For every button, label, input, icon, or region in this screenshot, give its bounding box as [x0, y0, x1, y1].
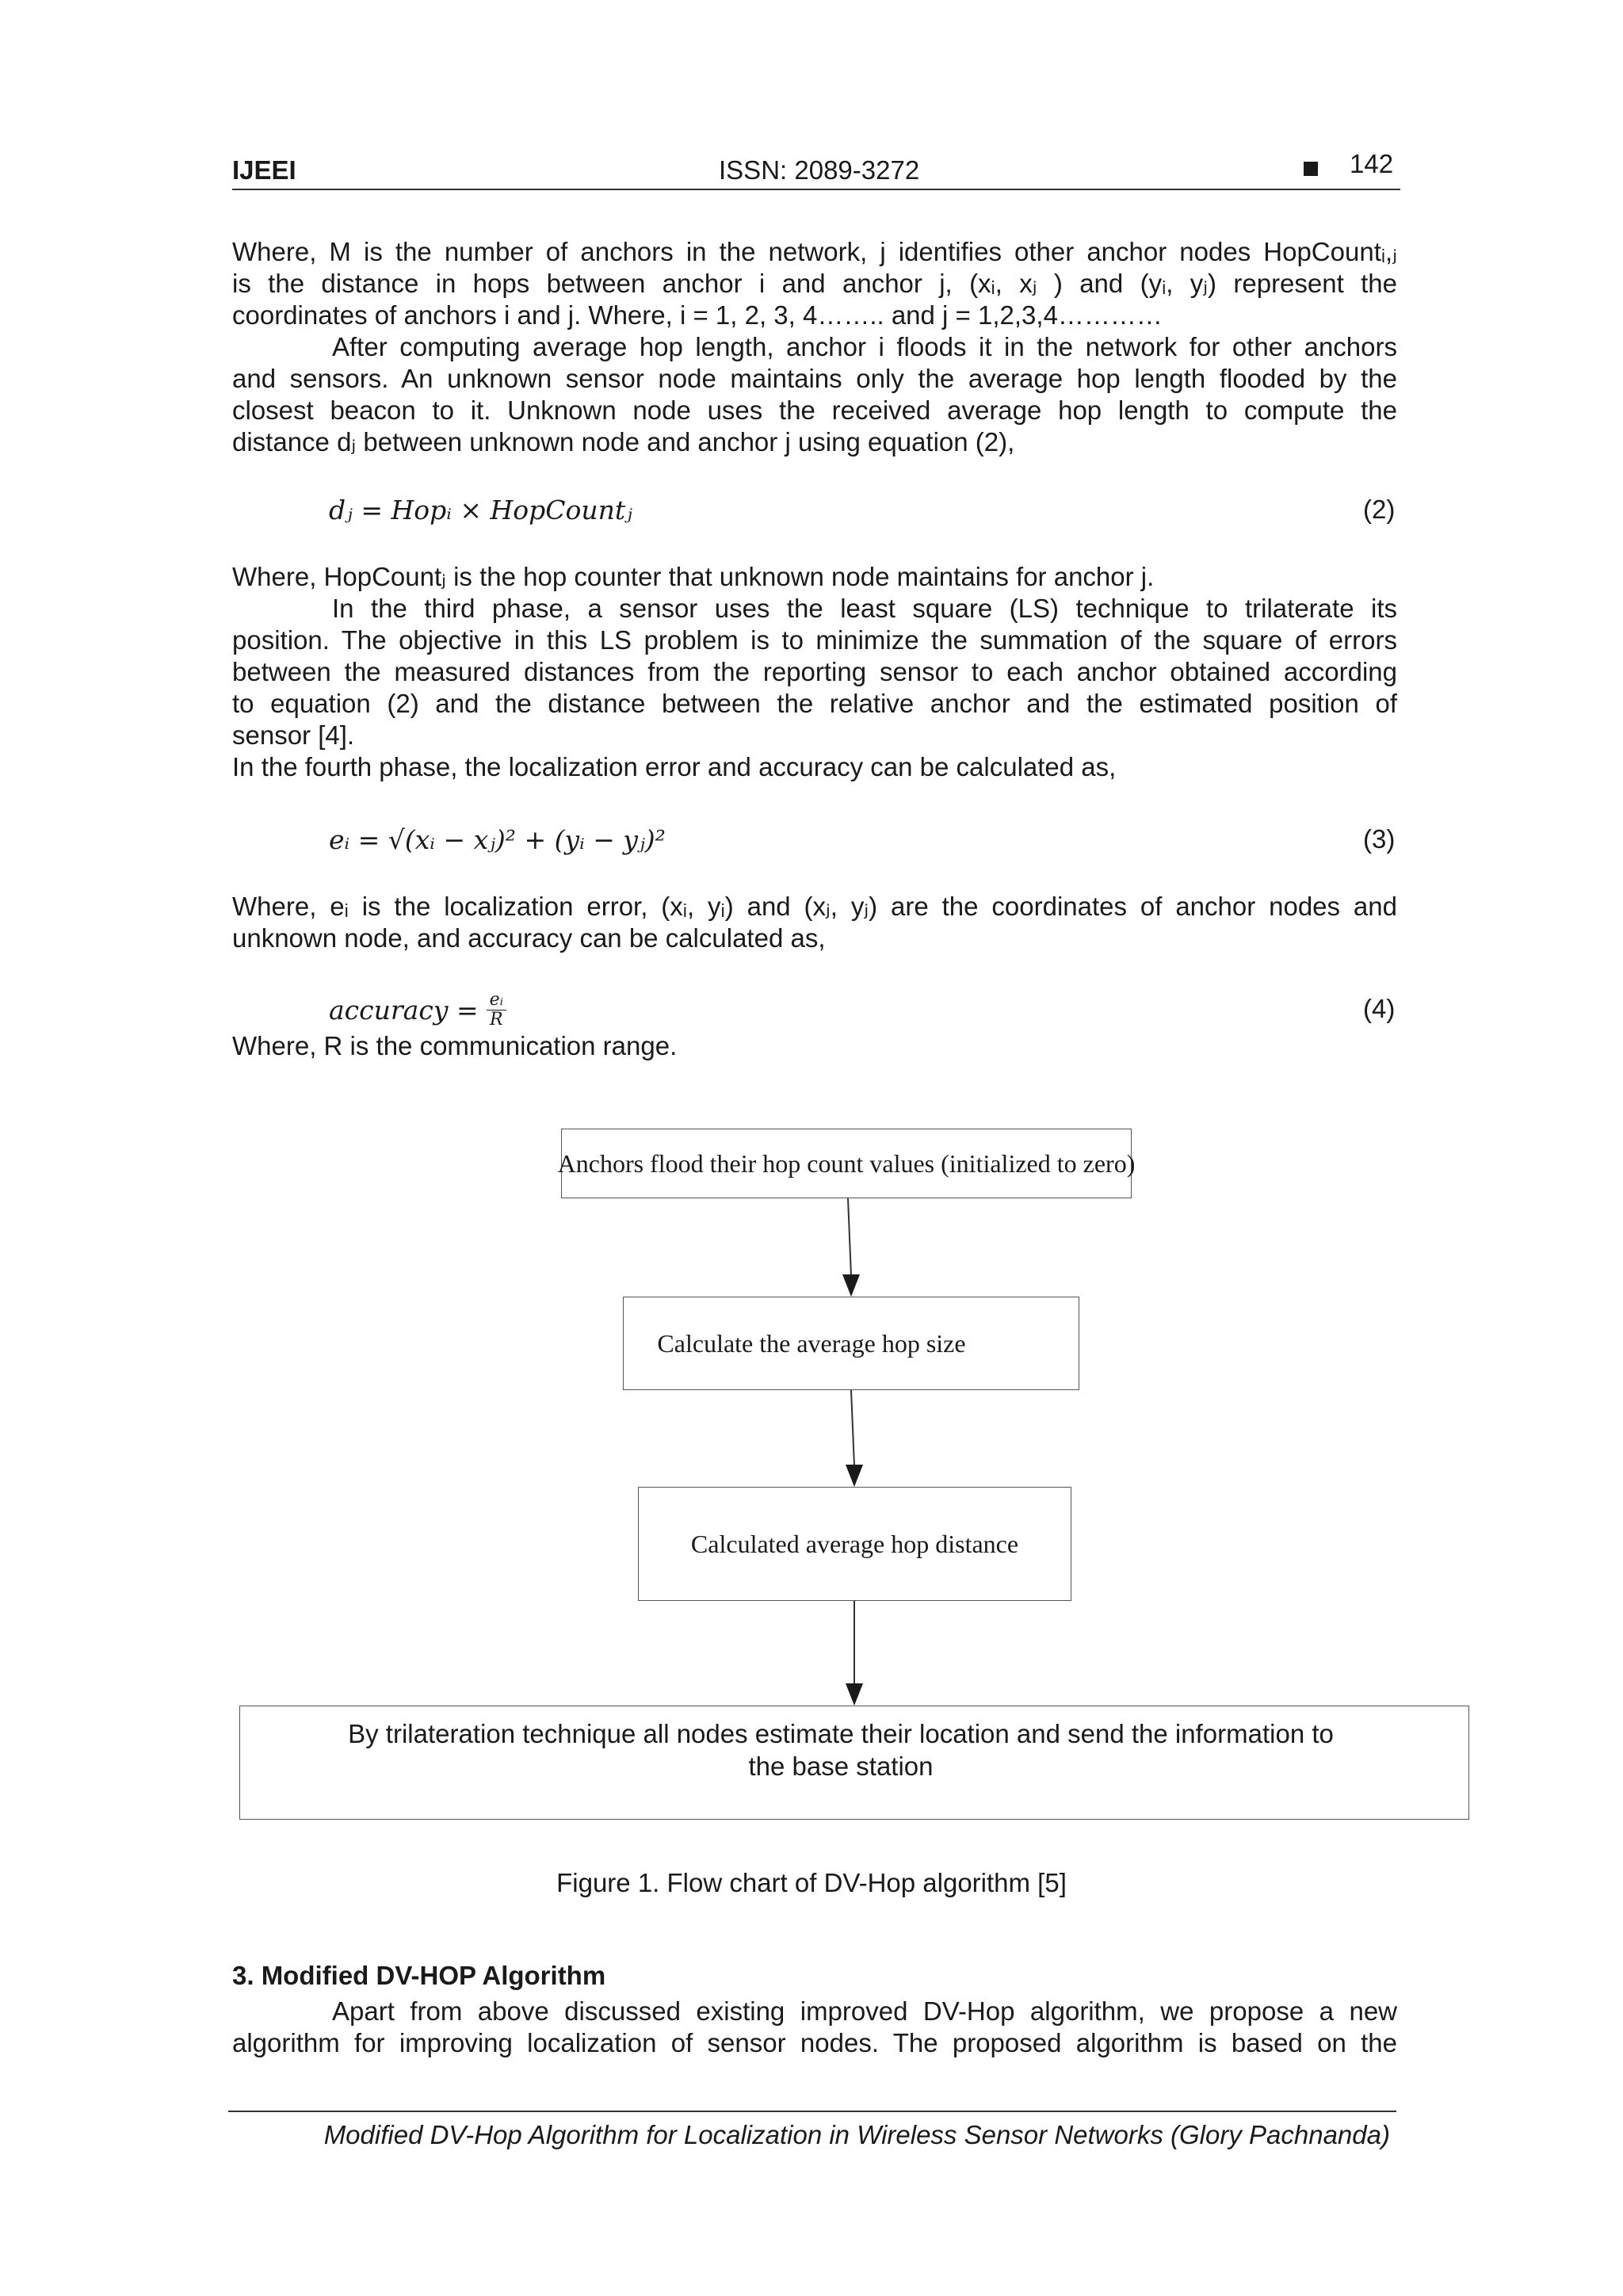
issn: ISSN: 2089-3272 [719, 155, 920, 185]
flowchart-step-3 [638, 1487, 1071, 1601]
flowchart-step-2 [623, 1297, 1079, 1390]
flowchart-step-4 [239, 1706, 1469, 1820]
flowchart-step-1-label: Anchors flood their hop count values (initialized to zero) [557, 1148, 1136, 1178]
equation-3: eᵢ = √(xᵢ − xⱼ)² + (yᵢ − yⱼ)² [329, 824, 666, 855]
arrow-3 [846, 1601, 863, 1706]
text-line: In the third phase, a sensor uses the least square (LS) technique to trilaterate its [332, 594, 1397, 623]
equation-3-number: (3) [1363, 824, 1396, 854]
text-line: closest beacon to it. Unknown node uses the received average hop length to compute the [232, 395, 1397, 425]
text-line: After computing average hop length, anchor i floods it in the network for other anchors [332, 332, 1397, 361]
text-line: Apart from above discussed existing improved DV-Hop algorithm, we propose a new [332, 1996, 1397, 2026]
equation-4-lhs: accuracy = [329, 995, 479, 1026]
equation-2: dⱼ = Hopᵢ × HopCountⱼ [329, 495, 632, 525]
section-heading: 3. Modified DV-HOP Algorithm [232, 1961, 606, 1990]
page-number: 142 [1350, 149, 1394, 178]
page-footer [228, 2111, 1396, 2149]
text-line: distance dⱼ between unknown node and anchor j using equation (2), [232, 427, 1015, 457]
text-line: Where, M is the number of anchors in the network, j identifies other anchor nodes HopCountᵢ,ⱼ [232, 237, 1397, 266]
equation-2-number: (2) [1363, 495, 1396, 524]
text-line: sensor [4]. [232, 720, 355, 750]
arrow-1 [842, 1198, 860, 1297]
text-line: Where, eᵢ is the localization error, (xᵢ, yᵢ) and (xⱼ, yⱼ) are the coordinates of anchor nodes and [232, 892, 1397, 921]
running-title: Modified DV-Hop Algorithm for Localization in Wireless Sensor Networks (Glory Pachnanda) [323, 2120, 1390, 2149]
arrow-2 [846, 1390, 863, 1487]
fraction-numerator: eᵢ [487, 991, 506, 1010]
text-line: is the distance in hops between anchor i and anchor j, (xᵢ, xⱼ ) and (yᵢ, yⱼ) represent the [232, 269, 1397, 298]
text-line: and sensors. An unknown sensor node maintains only the average hop length flooded by the [232, 364, 1397, 393]
equation-4-number: (4) [1363, 994, 1396, 1023]
text-line: coordinates of anchors i and j. Where, i = 1, 2, 3, 4…….. and j = 1,2,3,4………… [232, 300, 1163, 330]
text-line: unknown node, and accuracy can be calculated as, [232, 923, 826, 953]
flowchart-step-4-line-2: the base station [748, 1752, 934, 1781]
journal-name: IJEEI [232, 155, 296, 185]
text-line: Where, R is the communication range. [232, 1031, 678, 1060]
text-line: algorithm for improving localization of sensor nodes. The proposed algorithm is based on the [232, 2028, 1397, 2057]
text-line: to equation (2) and the distance between the relative anchor and the estimated position of [232, 689, 1397, 718]
paragraph-8 [232, 1996, 1397, 2059]
flowchart-step-3-label: Calculated average hop distance [690, 1529, 1019, 1558]
figure-caption: Figure 1. Flow chart of DV-Hop algorithm [5] [556, 1868, 1067, 1897]
text-line: Where, HopCountⱼ is the hop counter that unknown node maintains for anchor j. [232, 562, 1155, 591]
text-line: In the fourth phase, the localization error and accuracy can be calculated as, [232, 752, 1117, 781]
text-line: between the measured distances from the reporting sensor to each anchor obtained according [232, 657, 1397, 686]
flowchart-step-1 [557, 1129, 1136, 1198]
fraction-denominator: R [490, 1010, 503, 1030]
flowchart-step-4-line-1: By trilateration technique all nodes estimate their location and send the information to [348, 1719, 1334, 1748]
flowchart-step-2-label: Calculate the average hop size [657, 1328, 966, 1358]
text-line: position. The objective in this LS problem is to minimize the summation of the square of errors [232, 625, 1397, 655]
